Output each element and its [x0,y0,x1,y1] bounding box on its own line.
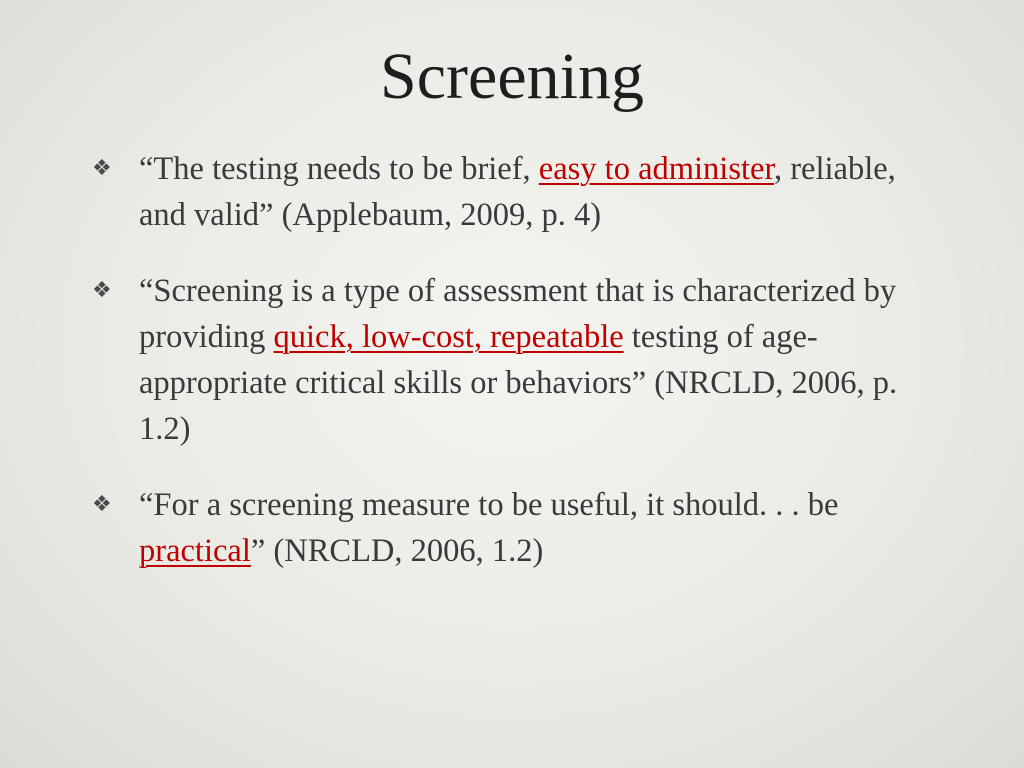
bullet-text: “For a screening measure to be useful, it should. . . be [139,487,839,523]
bullet-item [92,146,922,238]
bullet-text: , reliable, and valid” (Applebaum, 2009, p. 4) [139,151,896,233]
bullet-text: testing of age-appropriate critical skills or behaviors” (NRCLD, 2006, p. 1.2) [139,319,898,447]
bullet-text: “Screening is a type of assessment that is characterized by providing [139,273,897,355]
bullet-item [92,268,922,452]
bullet-highlight: easy to administer [538,151,774,187]
bullet-highlight: practical [139,533,251,569]
diamond-bullet-icon: ❖ [92,492,112,517]
bullet-text: “The testing needs to be brief, [139,151,539,187]
bullet-list [92,146,922,574]
diamond-bullet-icon: ❖ [92,156,112,181]
bullet-text: ” (NRCLD, 2006, 1.2) [250,533,544,569]
bullet-highlight: quick, low-cost, repeatable [273,319,624,355]
bullet-item [92,482,922,574]
slide-title: Screening [380,40,644,113]
diamond-bullet-icon: ❖ [92,278,112,303]
